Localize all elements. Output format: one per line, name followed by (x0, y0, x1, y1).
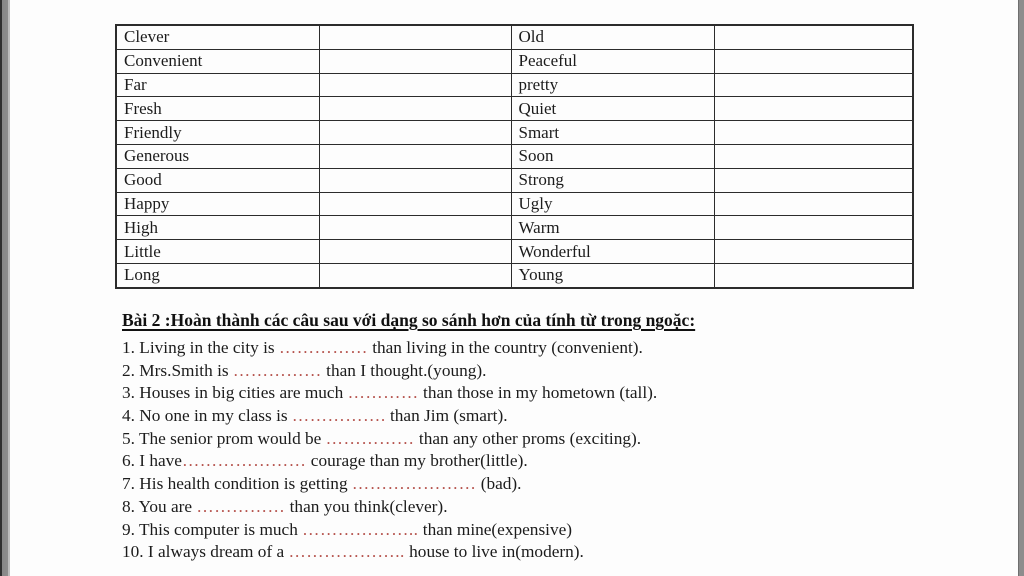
blank-cell (714, 73, 913, 97)
blank-dots: ……………….. (288, 542, 405, 562)
blank-cell (319, 263, 511, 288)
table-row (116, 73, 913, 97)
table-row (116, 216, 913, 240)
blank-dots: ………………… (181, 451, 307, 471)
sentence-text-before: 9. This computer is much (122, 519, 303, 539)
sentence-text-before: 7. His health condition is getting (122, 474, 352, 494)
blank-cell (714, 121, 913, 145)
adjective-cell: Ugly (511, 192, 714, 216)
sentence-text-after: than any other proms (exciting). (414, 428, 642, 448)
blank-cell (319, 168, 511, 192)
blank-dots: …………… (278, 338, 368, 357)
adjective-cell: Friendly (116, 121, 319, 145)
sentence-text-after: than I thought.(young). (321, 360, 487, 380)
adjective-cell: pretty (511, 73, 714, 97)
adjective-cell: High (116, 216, 319, 240)
sentence (122, 360, 657, 383)
table-row (116, 192, 913, 216)
sentence-text-after: (bad). (476, 474, 522, 494)
adjective-cell: Convenient (116, 49, 319, 73)
sentence (122, 519, 657, 542)
blank-cell (319, 121, 511, 145)
exercise-heading: Bài 2 :Hoàn thành các câu sau với dạng so sánh hơn của tính từ trong ngoặc: (122, 310, 696, 330)
sentence-text-after: house to live in(modern). (404, 542, 584, 562)
adjective-cell: Peaceful (511, 49, 714, 73)
sentence (122, 405, 657, 428)
blank-cell (714, 216, 913, 240)
table-row (116, 145, 913, 169)
sentence-text-before: 1. Living in the city is (122, 338, 279, 357)
sentence-list (122, 337, 657, 564)
blank-cell (714, 240, 913, 264)
sentence (122, 450, 657, 473)
blank-cell (714, 263, 913, 288)
screen-edge-left (0, 0, 10, 576)
adjective-table (115, 24, 914, 289)
sentence (122, 541, 657, 564)
sentence-text-after: than mine(expensive) (418, 519, 573, 539)
sentence-text-before: 6. I have (122, 451, 182, 471)
adjective-cell: Soon (511, 145, 714, 169)
adjective-cell: Fresh (116, 97, 319, 121)
sentence (122, 382, 657, 405)
sentence-text-after: courage than my brother(little). (306, 451, 528, 471)
table-row (116, 49, 913, 73)
table-row (116, 263, 913, 288)
sentence (122, 496, 657, 519)
blank-cell (319, 240, 511, 264)
blank-cell (319, 49, 511, 73)
sentence-text-after: than Jim (smart). (385, 406, 508, 426)
sentence-text-after: than those in my hometown (tall). (418, 383, 658, 403)
blank-cell (714, 25, 913, 49)
adjective-cell: Quiet (511, 97, 714, 121)
blank-cell (319, 216, 511, 240)
blank-cell (714, 192, 913, 216)
sentence-text-before: 8. You are (122, 496, 197, 516)
adjective-cell: Young (511, 263, 714, 288)
blank-cell (714, 145, 913, 169)
adjective-cell: Warm (511, 216, 714, 240)
blank-dots: …………… (196, 496, 286, 516)
blank-cell (319, 97, 511, 121)
blank-dots: ………………… (351, 474, 477, 494)
adjective-cell: Little (116, 240, 319, 264)
blank-cell (319, 73, 511, 97)
table-row (116, 97, 913, 121)
blank-dots: …………… (325, 428, 415, 448)
blank-cell (714, 97, 913, 121)
adjective-cell: Old (511, 25, 714, 49)
blank-cell (319, 192, 511, 216)
table-row (116, 25, 913, 49)
sentence-text-after: than living in the country (convenient). (367, 338, 643, 357)
blank-dots: ……………. (291, 406, 386, 426)
table-row (116, 168, 913, 192)
adjective-cell: Strong (511, 168, 714, 192)
adjective-cell: Far (116, 73, 319, 97)
adjective-cell: Wonderful (511, 240, 714, 264)
blank-cell (714, 49, 913, 73)
sentence-text-before: 2. Mrs.Smith is (122, 360, 233, 380)
blank-cell (714, 168, 913, 192)
sentence-text-before: 3. Houses in big cities are much (122, 383, 348, 403)
table-row (116, 240, 913, 264)
adjective-cell: Clever (116, 25, 319, 49)
sentence-text-after: than you think(clever). (285, 496, 448, 516)
sentence (122, 473, 657, 496)
adjective-cell: Happy (116, 192, 319, 216)
adjective-cell: Long (116, 263, 319, 288)
blank-cell (319, 145, 511, 169)
screen-edge-right (1018, 0, 1024, 576)
sentence-text-before: 10. I always dream of a (122, 542, 289, 562)
sentence-text-before: 4. No one in my class is (122, 406, 292, 426)
table-row (116, 121, 913, 145)
blank-dots: …………… (232, 360, 322, 380)
blank-dots: ………… (347, 383, 419, 403)
blank-cell (319, 25, 511, 49)
adjective-cell: Smart (511, 121, 714, 145)
adjective-cell: Good (116, 168, 319, 192)
sentence (122, 428, 657, 451)
adjective-table-body (116, 25, 913, 288)
adjective-cell: Generous (116, 145, 319, 169)
sentence (122, 337, 657, 360)
sentence-text-before: 5. The senior prom would be (122, 428, 326, 448)
blank-dots: ……………….. (302, 519, 419, 539)
